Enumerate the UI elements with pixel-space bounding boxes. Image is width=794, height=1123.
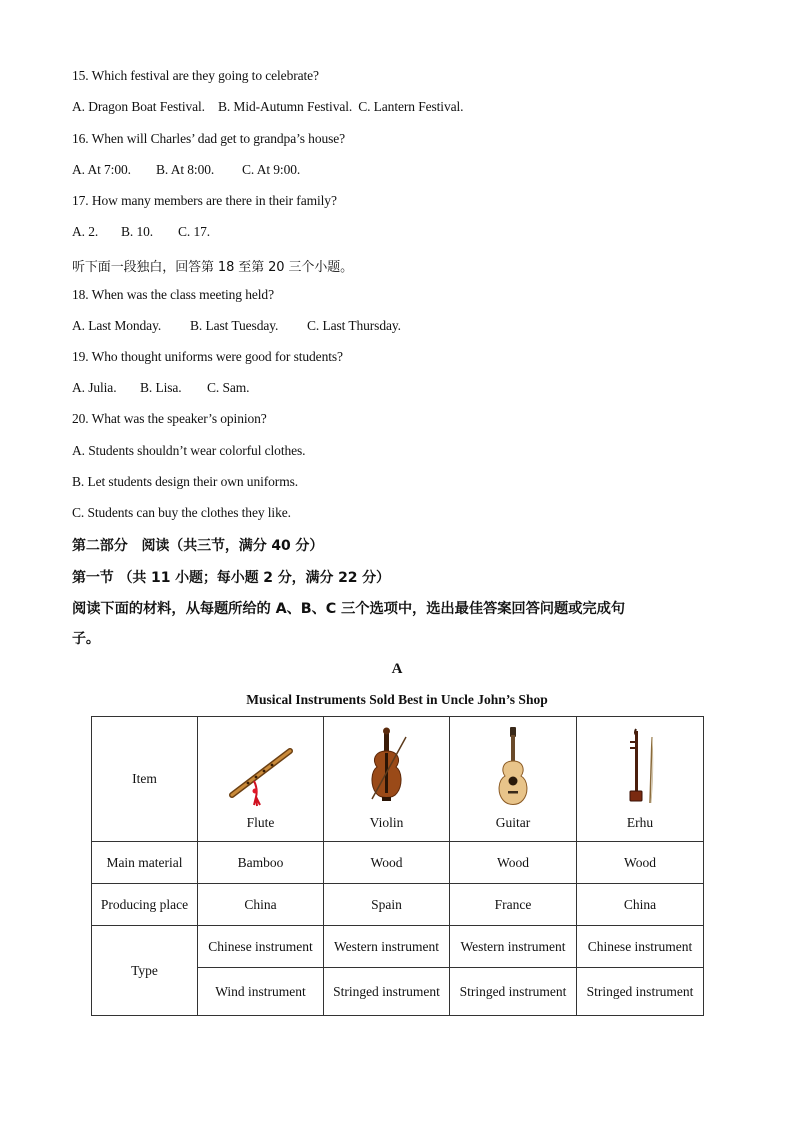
q19-option-a: A. Julia. (72, 380, 117, 395)
kind-erhu: Stringed instrument (577, 968, 704, 1016)
passage-letter: A (391, 661, 403, 677)
table-row-place (92, 884, 704, 926)
reading-section-title: 第一节 （共 11 小题；每小题 2 分，满分 22 分） (72, 570, 390, 586)
row-label-material: Main material (92, 842, 198, 884)
q16-option-b: B. At 8:00. (156, 162, 215, 177)
q17-option-c: C. 17. (178, 224, 211, 239)
material-violin: Wood (324, 842, 450, 884)
q17-option-b: B. 10. (121, 224, 154, 239)
q15-option-b: B. Mid-Autumn Festival. (217, 99, 353, 114)
q19-options (72, 380, 249, 396)
origin-type-guitar: Western instrument (450, 926, 577, 968)
row-label-item: Item (92, 717, 198, 842)
q15-options (72, 99, 463, 115)
kind-violin: Stringed instrument (324, 968, 450, 1016)
q16-option-a: A. At 7:00. (72, 162, 131, 177)
q15-option-a: A. Dragon Boat Festival. (72, 99, 205, 114)
material-flute: Bamboo (198, 842, 324, 884)
material-erhu: Wood (577, 842, 704, 884)
q17-options (72, 224, 210, 240)
place-violin: Spain (324, 884, 450, 926)
kind-guitar: Stringed instrument (450, 968, 577, 1016)
reading-instruction-line2: 子。 (72, 631, 100, 647)
table-row-type-origin (92, 926, 704, 968)
q19-option-c: C. Sam. (207, 380, 250, 395)
q17-option-a: A. 2. (72, 224, 99, 239)
instrument-name-erhu: Erhu (626, 815, 654, 830)
instruments-table (91, 716, 704, 1016)
place-flute: China (198, 884, 324, 926)
reading-instruction-line1: 阅读下面的材料，从每题所给的 A、B、C 三个选项中，选出最佳答案回答问题或完成句 (72, 601, 625, 617)
instrument-name-violin: Violin (369, 815, 404, 830)
table-title: Musical Instruments Sold Best in Uncle John’s Shop (246, 692, 548, 707)
q16-question: 16. When will Charles’ dad get to grandpa’s house? (72, 131, 346, 146)
material-guitar: Wood (450, 842, 577, 884)
violin-icon (362, 727, 412, 807)
cell-erhu (577, 717, 704, 842)
erhu-icon (620, 727, 660, 807)
reading-part-title: 第二部分 阅读（共三节，满分 40 分） (72, 538, 324, 554)
kind-flute: Wind instrument (198, 968, 324, 1016)
place-erhu: China (577, 884, 704, 926)
row-label-type: Type (92, 926, 198, 1016)
monologue-instruction: 听下面一段独白，回答第 18 至第 20 三个小题。 (72, 260, 354, 275)
origin-type-flute: Chinese instrument (198, 926, 324, 968)
q15-option-c: C. Lantern Festival. (358, 99, 464, 114)
cell-guitar (450, 717, 577, 842)
q20-option-c: C. Students can buy the clothes they like. (72, 505, 291, 520)
instrument-name-flute: Flute (246, 815, 275, 830)
q19-question: 19. Who thought uniforms were good for students? (72, 349, 343, 364)
place-guitar: France (450, 884, 577, 926)
q16-option-c: C. At 9:00. (242, 162, 301, 177)
instrument-name-guitar: Guitar (495, 815, 531, 830)
row-label-place: Producing place (92, 884, 198, 926)
q18-options (72, 318, 401, 334)
q20-option-b: B. Let students design their own uniforms. (72, 474, 299, 489)
q18-option-c: C. Last Thursday. (307, 318, 401, 333)
q20-option-a: A. Students shouldn’t wear colorful clothes. (72, 443, 306, 458)
q18-option-a: A. Last Monday. (72, 318, 162, 333)
q17-question: 17. How many members are there in their family? (72, 193, 337, 208)
origin-type-violin: Western instrument (324, 926, 450, 968)
cell-violin (324, 717, 450, 842)
cell-flute (198, 717, 324, 842)
table-row-item (92, 717, 704, 842)
flute-icon (226, 745, 296, 807)
q20-question: 20. What was the speaker’s opinion? (72, 411, 267, 426)
q18-option-b: B. Last Tuesday. (190, 318, 279, 333)
table-row-material (92, 842, 704, 884)
q15-question: 15. Which festival are they going to celebrate? (72, 68, 319, 83)
q18-question: 18. When was the class meeting held? (72, 287, 274, 302)
q19-option-b: B. Lisa. (140, 380, 182, 395)
q16-options (72, 162, 300, 178)
guitar-icon (493, 727, 533, 807)
origin-type-erhu: Chinese instrument (577, 926, 704, 968)
